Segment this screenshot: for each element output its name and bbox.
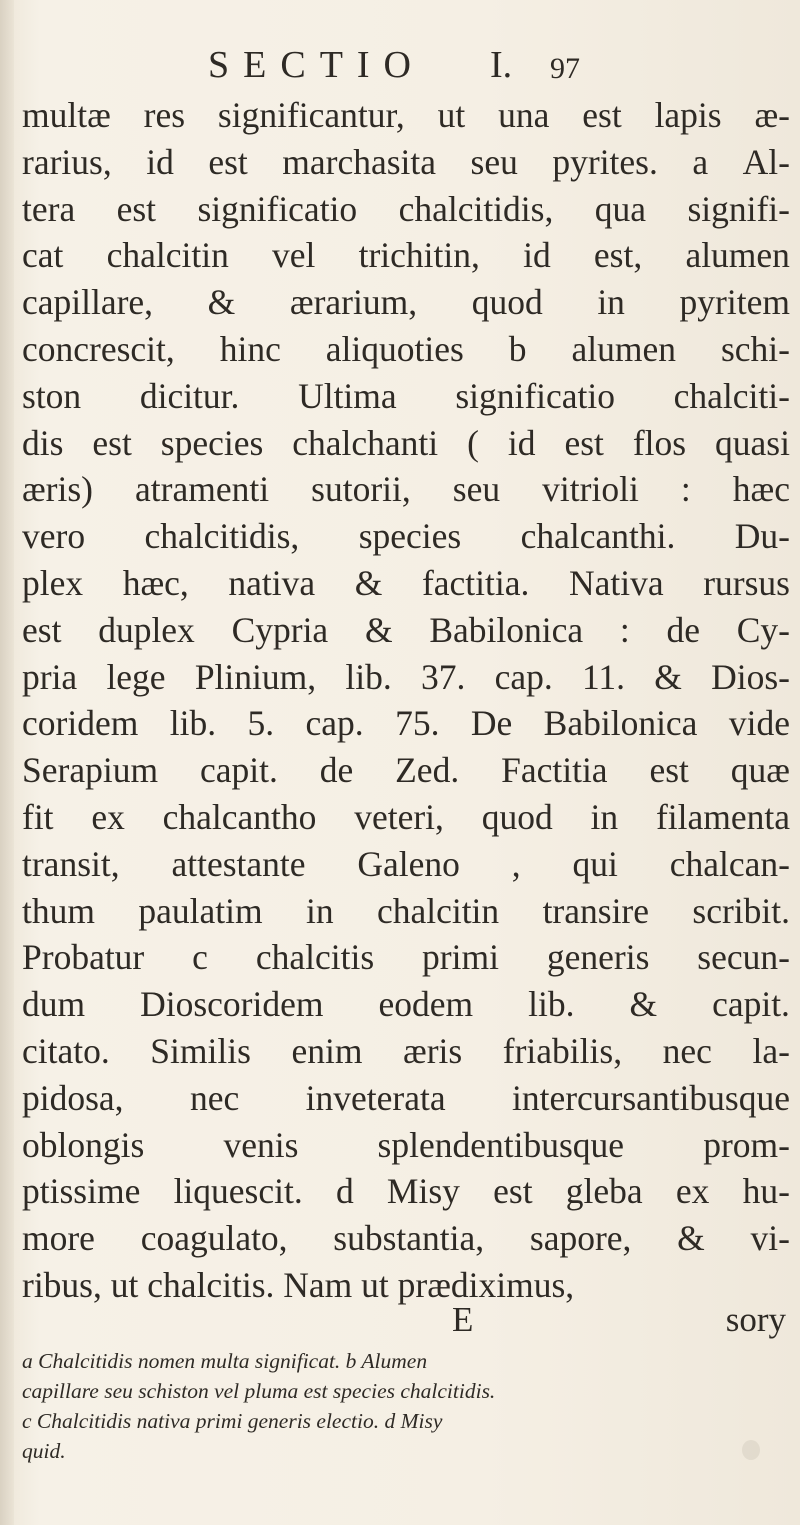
text-line: ston dicitur. Ultima significatio chalciti- [22, 375, 790, 416]
text-line: citato. Similis enim æris friabilis, nec la- [22, 1030, 790, 1071]
text-line: concrescit, hinc aliquoties b alumen schi- [22, 328, 790, 369]
body-text [22, 92, 790, 1309]
footnote-line: a Chalcitidis nomen multa significat. b Alumen [22, 1349, 428, 1373]
text-line: more coagulato, substantia, sapore, & vi- [22, 1218, 790, 1259]
catch-line [22, 1300, 790, 1340]
text-line: æris) atramenti sutorii, seu vitrioli : hæc [22, 469, 790, 510]
footnotes [22, 1346, 790, 1466]
text-line: vero chalcitidis, species chalcanthi. Du- [22, 516, 790, 557]
paper-stain [742, 1440, 760, 1460]
text-line: ptissime liquescit. d Misy est gleba ex hu- [22, 1171, 790, 1212]
text-line: ribus, ut chalcitis. Nam ut prædiximus, [22, 1264, 575, 1305]
text-line: Probatur c chalcitis primi generis secun- [22, 937, 790, 978]
text-line: dis est species chalchanti ( id est flos quasi [22, 422, 790, 463]
signature-mark: E [452, 1300, 474, 1339]
page-number: 97 [550, 52, 580, 85]
text-line: est duplex Cypria & Babilonica : de Cy- [22, 609, 790, 650]
text-line: fit ex chalcantho veteri, quod in filamenta [22, 796, 790, 837]
text-line: cat chalcitin vel trichitin, id est, alumen [22, 235, 790, 276]
text-line: pidosa, nec inveterata intercursantibusque [22, 1077, 790, 1118]
catchword: sory [725, 1300, 786, 1339]
footnote-line: quid. [22, 1439, 66, 1463]
text-line: plex hæc, nativa & factitia. Nativa rursus [22, 562, 790, 603]
text-line: capillare, & ærarium, quod in pyritem [22, 282, 790, 323]
text-line: Serapium capit. de Zed. Factitia est quæ [22, 750, 790, 791]
text-line: transit, attestante Galeno , qui chalcan- [22, 843, 790, 884]
text-line: tera est significatio chalcitidis, qua signifi- [22, 188, 790, 229]
page-gutter [0, 0, 14, 1525]
footnote-line: c Chalcitidis nativa primi generis electio. d Misy [22, 1409, 443, 1433]
running-head [200, 40, 600, 96]
section-number: I. [490, 44, 513, 86]
text-line: multæ res significantur, ut una est lapis æ- [22, 95, 790, 135]
text-line: pria lege Plinium, lib. 37. cap. 11. & Dios- [22, 656, 790, 697]
text-line: dum Dioscoridem eodem lib. & capit. [22, 984, 790, 1025]
text-line: coridem lib. 5. cap. 75. De Babilonica vide [22, 703, 790, 744]
text-line: rarius, id est marchasita seu pyrites. a Al- [22, 141, 790, 182]
section-title: SECTIO [208, 44, 425, 86]
text-line: thum paulatim in chalcitin transire scribit. [22, 890, 790, 931]
text-line: oblongis venis splendentibusque prom- [22, 1124, 790, 1165]
footnote-line: capillare seu schiston vel pluma est species chalcitidis. [22, 1379, 496, 1403]
